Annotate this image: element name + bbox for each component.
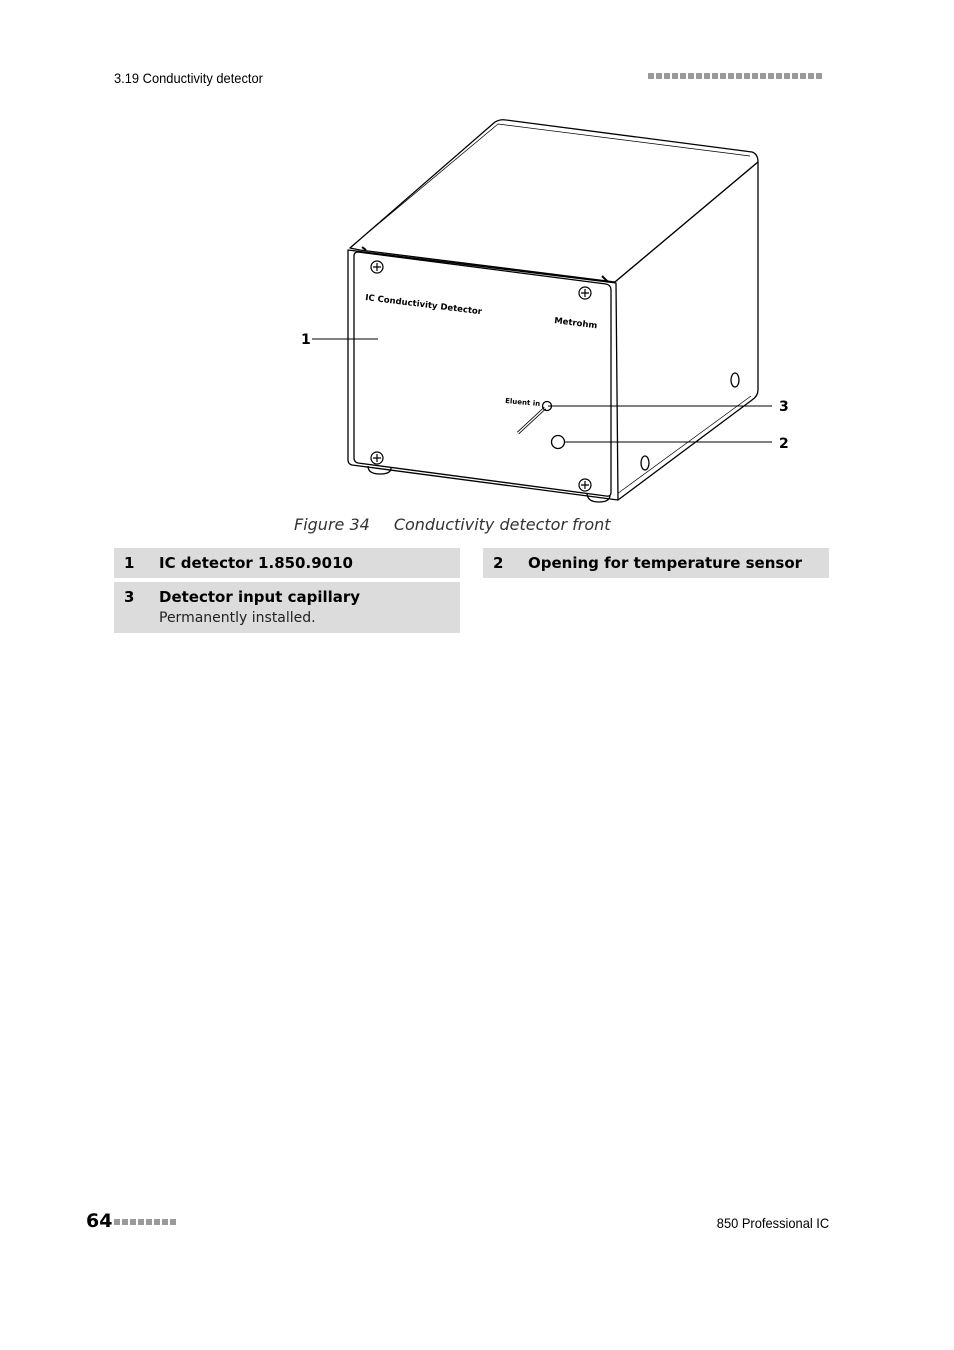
page-number: 64: [86, 1210, 113, 1232]
legend-item-2: [483, 548, 829, 578]
legend-title: Opening for temperature sensor: [528, 554, 803, 572]
legend-title: Detector input capillary: [159, 588, 361, 606]
legend-number: 1: [124, 554, 135, 572]
header-decoration: [648, 73, 822, 79]
figure-caption: [294, 515, 611, 534]
port-label: Eluent in: [504, 397, 541, 409]
running-header: 3.19 Conductivity detector: [114, 70, 263, 86]
callout-2: 2: [779, 436, 789, 452]
legend-item-1: [114, 548, 460, 578]
running-footer: 850 Professional IC: [716, 1215, 829, 1231]
detector-illustration: [290, 110, 810, 510]
brand-logo: Metrohm: [553, 316, 598, 332]
callout-1: 1: [301, 332, 311, 348]
legend-description: Permanently installed.: [159, 610, 316, 626]
panel-text: IC Conductivity Detector: [364, 293, 483, 318]
legend-number: 3: [124, 588, 135, 606]
footer-decoration: [114, 1219, 176, 1225]
legend-item-3: [114, 582, 460, 633]
callout-3: 3: [779, 399, 789, 415]
legend-title: IC detector 1.850.9010: [159, 554, 353, 572]
figure-number: Figure 34: [294, 515, 370, 534]
legend-number: 2: [493, 554, 504, 572]
figure-caption-text: Conductivity detector front: [393, 515, 611, 534]
